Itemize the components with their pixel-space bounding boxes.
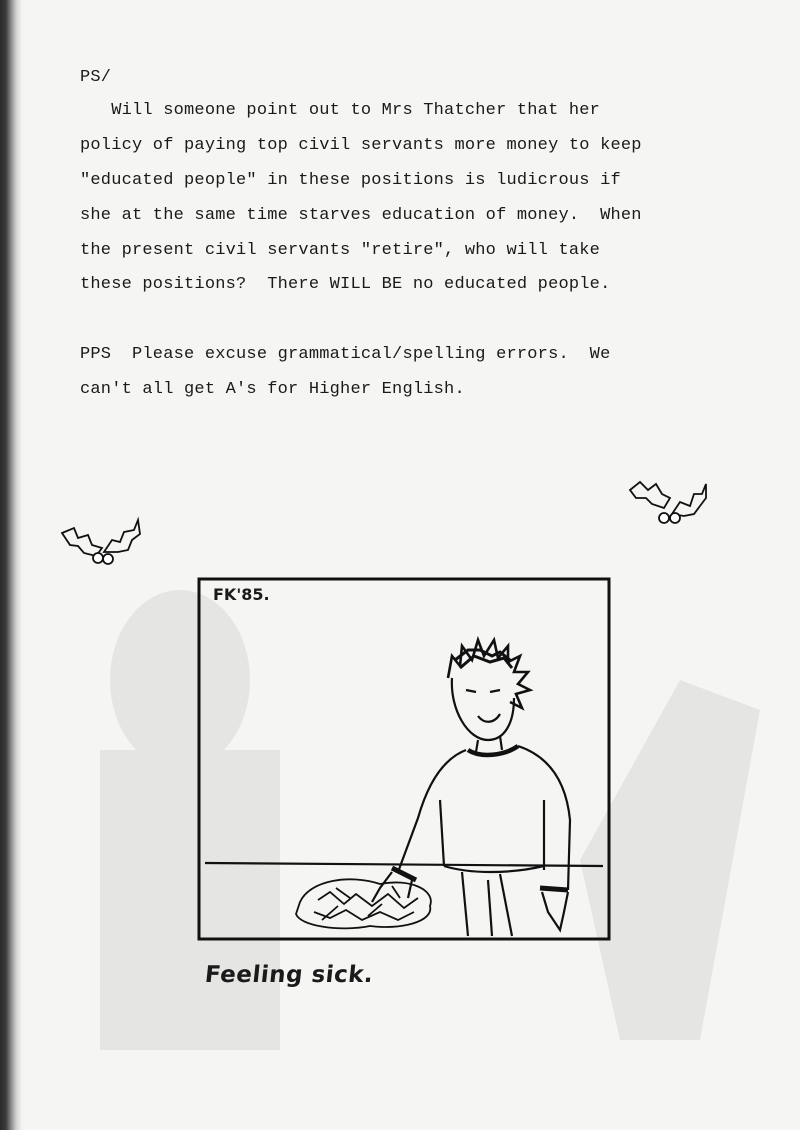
- cartoon-signature: FK'85.: [213, 585, 270, 604]
- cartoon-caption: Feeling sick.: [203, 962, 375, 988]
- ps-line: the present civil servants "retire", who will take: [80, 241, 601, 260]
- pps-line: can't all get A's for Higher English.: [80, 380, 465, 399]
- ps-line: Will someone point out to Mrs Thatcher that her: [80, 101, 601, 120]
- holly-icon: [630, 482, 706, 523]
- ps-line: policy of paying top civil servants more money to keep: [80, 136, 642, 155]
- ps-heading: PS/: [80, 68, 112, 87]
- ps-line: these positions? There WILL BE no educated people.: [80, 275, 611, 294]
- holly-icon: [62, 520, 140, 564]
- person-figure: [372, 640, 570, 936]
- ps-line: "educated people" in these positions is ludicrous if: [80, 171, 621, 190]
- ps-line: she at the same time starves education of money. When: [80, 206, 642, 225]
- pps-line: PPS Please excuse grammatical/spelling errors. We: [80, 345, 611, 364]
